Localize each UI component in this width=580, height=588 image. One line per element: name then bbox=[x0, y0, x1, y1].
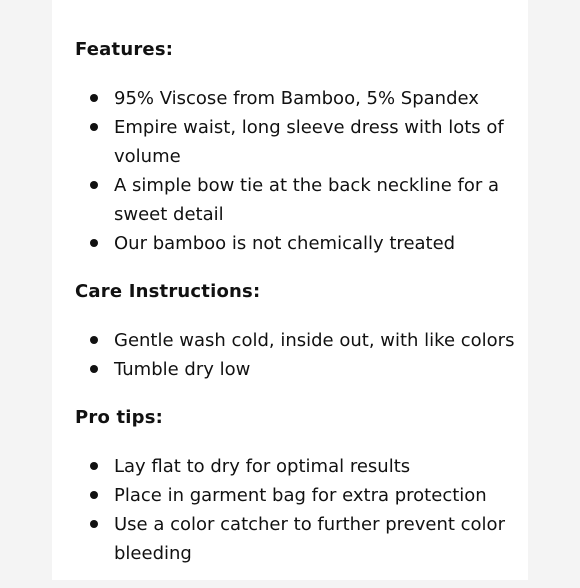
care-instructions-section bbox=[75, 278, 515, 384]
list-item-text: Tumble dry low bbox=[114, 359, 251, 380]
list-item-text: 95% Viscose from Bamboo, 5% Spandex bbox=[114, 88, 479, 109]
product-details-card bbox=[52, 0, 528, 580]
list-item bbox=[75, 326, 515, 355]
bullet-icon bbox=[90, 123, 98, 131]
list-item-text: A simple bow tie at the back neckline for a sweet detail bbox=[114, 175, 499, 225]
list-item-text: Use a color catcher to further prevent color bleeding bbox=[114, 514, 505, 564]
pro-tips-list bbox=[75, 452, 515, 568]
bullet-icon bbox=[90, 491, 98, 499]
bullet-icon bbox=[90, 239, 98, 247]
list-item-text: Our bamboo is not chemically treated bbox=[114, 233, 456, 254]
care-instructions-heading: Care Instructions: bbox=[75, 281, 261, 302]
bullet-icon bbox=[90, 336, 98, 344]
list-item bbox=[75, 510, 515, 568]
pro-tips-section bbox=[75, 404, 515, 568]
care-instructions-list bbox=[75, 326, 515, 384]
product-details-content bbox=[75, 36, 515, 588]
features-section bbox=[75, 36, 515, 258]
list-item-text: Lay flat to dry for optimal results bbox=[114, 456, 411, 477]
bullet-icon bbox=[90, 520, 98, 528]
list-item bbox=[75, 452, 515, 481]
list-item bbox=[75, 171, 515, 229]
bullet-icon bbox=[90, 365, 98, 373]
list-item-text: Empire waist, long sleeve dress with lots of volume bbox=[114, 117, 504, 167]
pro-tips-heading: Pro tips: bbox=[75, 407, 164, 428]
features-list bbox=[75, 84, 515, 258]
bullet-icon bbox=[90, 94, 98, 102]
list-item bbox=[75, 229, 515, 258]
bullet-icon bbox=[90, 462, 98, 470]
features-heading: Features: bbox=[75, 39, 174, 60]
bullet-icon bbox=[90, 181, 98, 189]
list-item bbox=[75, 113, 515, 171]
list-item-text: Gentle wash cold, inside out, with like colors bbox=[114, 330, 515, 351]
list-item bbox=[75, 355, 515, 384]
list-item bbox=[75, 84, 515, 113]
list-item bbox=[75, 481, 515, 510]
list-item-text: Place in garment bag for extra protection bbox=[114, 485, 487, 506]
